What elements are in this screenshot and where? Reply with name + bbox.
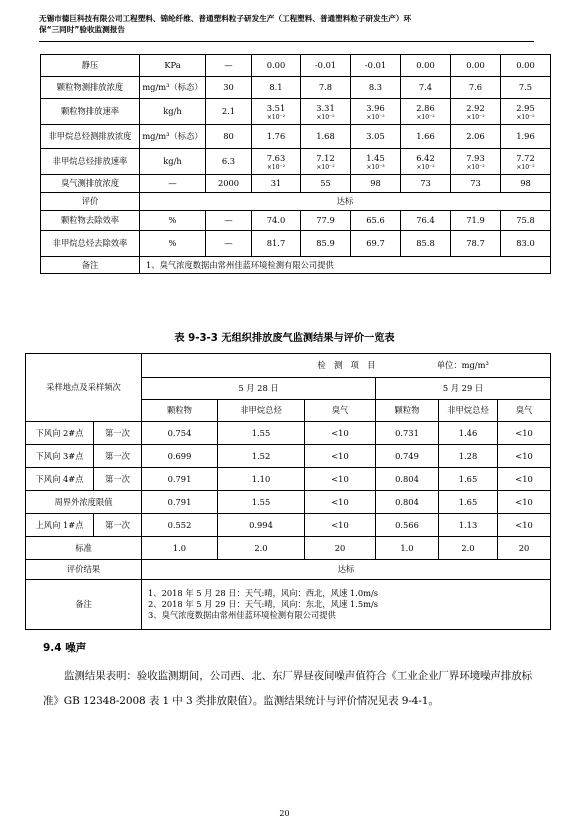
value-text: 98 — [520, 178, 531, 188]
value-exponent: ×10⁻² — [466, 163, 485, 171]
evaluation-value: 达标 — [142, 560, 551, 580]
column-header: 颗粒物 — [142, 400, 218, 422]
value-cell: 0.552 — [142, 514, 218, 537]
location-cell: 下风向 4#点 — [26, 468, 94, 491]
note-line: 1、2018 年 5 月 28 日：天气:晴，风向：西北，风速 1.0m/s — [148, 588, 379, 598]
document-header — [39, 13, 534, 35]
value-cell — [501, 99, 551, 125]
value-cell — [451, 175, 501, 193]
value-cell — [301, 99, 351, 125]
value-cell: 1.65 — [439, 491, 498, 514]
frequency-cell: 第一次 — [94, 468, 142, 491]
value-text: 7.8 — [318, 82, 333, 92]
value-text: 3.96 — [366, 102, 385, 113]
value-exponent: ×10⁻³ — [366, 163, 385, 171]
value-exponent: ×10⁻² — [416, 113, 435, 121]
unit-cell: mg/m³（标态） — [140, 125, 206, 149]
value-cell — [351, 175, 401, 193]
value-cell — [401, 175, 451, 193]
value-cell: 0.791 — [142, 468, 218, 491]
value-cell — [501, 175, 551, 193]
value-cell: 2.0 — [218, 537, 305, 560]
header-line-2: 保“三同时”验收监测报告 — [39, 25, 125, 34]
value-text: 1.96 — [516, 131, 535, 141]
table-row — [26, 422, 551, 445]
parameter-name: 非甲烷总烃去除效率 — [41, 231, 140, 257]
value-text: 3.05 — [366, 131, 385, 141]
frequency-cell: 第一次 — [94, 445, 142, 468]
column-header: 臭气 — [305, 400, 376, 422]
location-cell: 下风向 3#点 — [26, 445, 94, 468]
section-paragraph: 监测结果表明：验收监测期间，公司西、北、东厂界昼夜间噪声值符合《工业企业厂界环境噪声排放标准》GB 12348-2008 表 1 中 3 类排放限值）。监测结果统计与评价情况见表 9-4-1。 — [43, 670, 532, 707]
value-cell: <10 — [498, 491, 551, 514]
standard-cell: 2.1 — [206, 99, 252, 125]
value-cell — [252, 77, 301, 99]
table-row — [41, 175, 551, 193]
evaluation-label: 评价结果 — [26, 560, 142, 580]
value-text: 8.3 — [368, 82, 383, 92]
page-number: 20 — [279, 809, 290, 818]
standard-row — [26, 537, 551, 560]
value-text: 55 — [320, 178, 331, 188]
value-cell — [301, 175, 351, 193]
column-header: 臭气 — [498, 400, 551, 422]
parameter-name: 非甲烷总烃测排放浓度 — [41, 125, 140, 149]
column-header: 非甲烷总烃 — [439, 400, 498, 422]
value-cell: <10 — [498, 468, 551, 491]
location-cell: 下风向 2#点 — [26, 422, 94, 445]
column-header: 非甲烷总烃 — [218, 400, 305, 422]
value-cell: 2.0 — [439, 537, 498, 560]
value-cell — [301, 77, 351, 99]
value-text: 73 — [470, 178, 481, 188]
value-cell: <10 — [305, 514, 376, 537]
value-cell — [301, 149, 351, 175]
value-cell: 1.0 — [142, 537, 218, 560]
value-text: 2.86 — [416, 102, 435, 113]
note-label: 备注 — [26, 580, 142, 630]
unit-cell: % — [140, 231, 206, 257]
unit-cell: — — [140, 175, 206, 193]
value-text: 2.92 — [466, 102, 485, 113]
value-text: 3.31 — [316, 102, 335, 113]
table-row — [41, 149, 551, 175]
value-cell: 0.754 — [142, 422, 218, 445]
unit-cell: mg/m³（标态） — [140, 77, 206, 99]
parameter-name: 颗粒物测排放浓度 — [41, 77, 140, 99]
value-text: 1.45 — [366, 152, 385, 163]
value-cell — [451, 99, 501, 125]
items-header: 检 测 项 目 — [142, 354, 376, 378]
value-cell — [401, 149, 451, 175]
standard-cell: 80 — [206, 125, 252, 149]
unit-header: 单位：mg/m³ — [376, 354, 551, 378]
evaluation-row — [41, 193, 551, 211]
value-cell — [501, 125, 551, 149]
value-text: 0.00 — [416, 60, 435, 70]
table-row — [41, 77, 551, 99]
value-cell: 1.55 — [218, 422, 305, 445]
standard-cell: 30 — [206, 77, 252, 99]
value-cell — [451, 149, 501, 175]
value-text: 73 — [420, 178, 431, 188]
value-cell: 83.0 — [501, 231, 551, 257]
value-cell: <10 — [305, 445, 376, 468]
value-cell — [351, 77, 401, 99]
note-line: 2、2018 年 5 月 29 日：天气:晴，风向：东北，风速 1.5m/s — [148, 599, 379, 609]
note-row — [26, 580, 551, 630]
value-exponent: ×10⁻² — [516, 163, 535, 171]
frequency-cell: 第一次 — [94, 422, 142, 445]
corner-header: 采样地点及采样频次 — [26, 354, 142, 422]
value-cell: 0.994 — [218, 514, 305, 537]
value-text: 1.76 — [266, 131, 286, 141]
value-cell: 1.65 — [439, 468, 498, 491]
parameter-name: 非甲烷总烃排放速率 — [41, 149, 140, 175]
value-cell: <10 — [305, 491, 376, 514]
value-cell: 0.791 — [142, 491, 218, 514]
parameter-name: 颗粒物去除效率 — [41, 211, 140, 231]
fugitive-emission-table — [25, 353, 551, 630]
value-text: 1.66 — [416, 131, 435, 141]
table-caption: 表 9-3-3 无组织排放废气监测结果与评价一览表 — [174, 333, 395, 344]
value-text: 31 — [270, 178, 282, 188]
value-cell — [301, 125, 351, 149]
value-text: 6.42 — [416, 152, 435, 163]
parameter-name: 颗粒物排放速率 — [41, 99, 140, 125]
value-text: 3.51 — [266, 102, 286, 113]
value-cell — [351, 99, 401, 125]
value-cell: 76.4 — [401, 211, 451, 231]
value-cell — [401, 77, 451, 99]
standard-cell: 2000 — [206, 175, 252, 193]
column-header: 颗粒物 — [376, 400, 439, 422]
value-cell: 0.804 — [376, 468, 439, 491]
header-rule — [39, 41, 534, 42]
value-text: 7.6 — [468, 82, 483, 92]
value-cell — [351, 55, 401, 77]
value-cell: 85.9 — [301, 231, 351, 257]
evaluation-value: 达标 — [140, 193, 551, 211]
value-cell: <10 — [498, 422, 551, 445]
emission-results-table — [40, 54, 551, 274]
value-exponent: ×10⁻² — [316, 163, 335, 171]
value-exponent: ×10⁻² — [516, 113, 535, 121]
value-cell — [451, 125, 501, 149]
value-cell: 78.7 — [451, 231, 501, 257]
value-cell: 1.28 — [439, 445, 498, 468]
table-row — [41, 125, 551, 149]
value-cell — [351, 125, 401, 149]
value-cell — [252, 149, 301, 175]
value-cell: 81.7 — [252, 231, 301, 257]
value-cell: 20 — [498, 537, 551, 560]
value-cell: 20 — [305, 537, 376, 560]
limit-label: 周界外浓度限值 — [26, 491, 142, 514]
value-cell: 65.6 — [351, 211, 401, 231]
value-cell — [501, 77, 551, 99]
header-row — [26, 354, 551, 378]
value-cell: 71.9 — [451, 211, 501, 231]
value-cell: 75.8 — [501, 211, 551, 231]
value-cell: 85.8 — [401, 231, 451, 257]
value-cell — [401, 99, 451, 125]
table-row — [26, 468, 551, 491]
table-row — [41, 99, 551, 125]
note-row — [41, 257, 551, 274]
value-cell — [351, 149, 401, 175]
evaluation-row — [26, 560, 551, 580]
value-cell: 69.7 — [351, 231, 401, 257]
standard-cell: 6.3 — [206, 149, 252, 175]
limit-row — [26, 491, 551, 514]
value-text: 8.1 — [269, 82, 283, 92]
value-cell: <10 — [498, 445, 551, 468]
value-text: 7.12 — [316, 152, 335, 163]
upwind-row — [26, 514, 551, 537]
value-text: 0.00 — [466, 60, 485, 70]
value-cell: 1.10 — [218, 468, 305, 491]
date-header: 5 月 29 日 — [376, 378, 551, 400]
note-line: 3、臭气浓度数据由常州佳蓝环境检测有限公司提供 — [148, 610, 336, 620]
value-cell: 0.699 — [142, 445, 218, 468]
value-cell: 0.804 — [376, 491, 439, 514]
value-text: 0.00 — [516, 60, 535, 70]
value-text: 7.72 — [516, 152, 535, 163]
value-cell: 1.0 — [376, 537, 439, 560]
value-cell — [501, 149, 551, 175]
value-cell: 0.749 — [376, 445, 439, 468]
value-cell: 1.55 — [218, 491, 305, 514]
removal-row — [41, 231, 551, 257]
unit-cell: KPa — [140, 55, 206, 77]
standard-cell: — — [206, 55, 252, 77]
header-line-1: 无锡市德巨科技有限公司工程塑料、锦纶纤维、普通塑料粒子研发生产（工程塑料、普通塑料粒子研发生产）环 — [39, 14, 412, 23]
value-cell — [252, 175, 301, 193]
location-cell: 上风向 1#点 — [26, 514, 94, 537]
value-text: 98 — [370, 178, 381, 188]
note-text — [142, 580, 551, 630]
date-header: 5 月 28 日 — [142, 378, 376, 400]
table-row — [41, 55, 551, 77]
unit-cell: kg/h — [140, 149, 206, 175]
note-text: 1、臭气浓度数据由常州佳蓝环境检测有限公司提供 — [140, 257, 551, 274]
standard-cell: — — [206, 211, 252, 231]
parameter-name: 臭气测排放浓度 — [41, 175, 140, 193]
value-exponent: ×10⁻² — [416, 163, 435, 171]
value-text: 7.63 — [266, 152, 286, 163]
value-cell: 0.566 — [376, 514, 439, 537]
value-exponent: ×10⁻² — [466, 113, 485, 121]
value-text: 7.4 — [418, 82, 433, 92]
value-text: -0.01 — [314, 60, 337, 70]
evaluation-label: 评价 — [41, 193, 140, 211]
value-cell: 0.731 — [376, 422, 439, 445]
value-cell — [252, 55, 301, 77]
value-cell — [401, 55, 451, 77]
frequency-cell: 第一次 — [94, 514, 142, 537]
value-text: 1.68 — [316, 131, 335, 141]
value-cell — [451, 77, 501, 99]
value-cell — [252, 125, 301, 149]
standard-cell: — — [206, 231, 252, 257]
value-cell — [301, 55, 351, 77]
value-cell: 1.13 — [439, 514, 498, 537]
value-text: 7.5 — [518, 82, 533, 92]
value-exponent: ×10⁻² — [366, 113, 385, 121]
value-text: 7.93 — [466, 152, 485, 163]
section-title: 9.4 噪声 — [43, 642, 87, 654]
value-text: 2.06 — [466, 131, 485, 141]
standard-label: 标准 — [26, 537, 142, 560]
removal-row — [41, 211, 551, 231]
value-text: 0.00 — [266, 60, 286, 70]
value-cell — [401, 125, 451, 149]
value-exponent: ×10⁻² — [266, 163, 286, 171]
unit-cell: % — [140, 211, 206, 231]
value-cell — [252, 99, 301, 125]
value-cell: 1.46 — [439, 422, 498, 445]
value-cell: <10 — [305, 422, 376, 445]
parameter-name: 静压 — [41, 55, 140, 77]
value-cell: <10 — [498, 514, 551, 537]
value-cell — [451, 55, 501, 77]
value-text: 2.95 — [516, 102, 535, 113]
value-cell: 1.52 — [218, 445, 305, 468]
value-exponent: ×10⁻² — [266, 113, 286, 121]
unit-cell: kg/h — [140, 99, 206, 125]
table-row — [26, 445, 551, 468]
value-cell: 74.0 — [252, 211, 301, 231]
value-cell — [501, 55, 551, 77]
value-exponent: ×10⁻² — [316, 113, 335, 121]
value-cell: 77.9 — [301, 211, 351, 231]
value-text: -0.01 — [364, 60, 387, 70]
note-label: 备注 — [41, 257, 140, 274]
value-cell: <10 — [305, 468, 376, 491]
